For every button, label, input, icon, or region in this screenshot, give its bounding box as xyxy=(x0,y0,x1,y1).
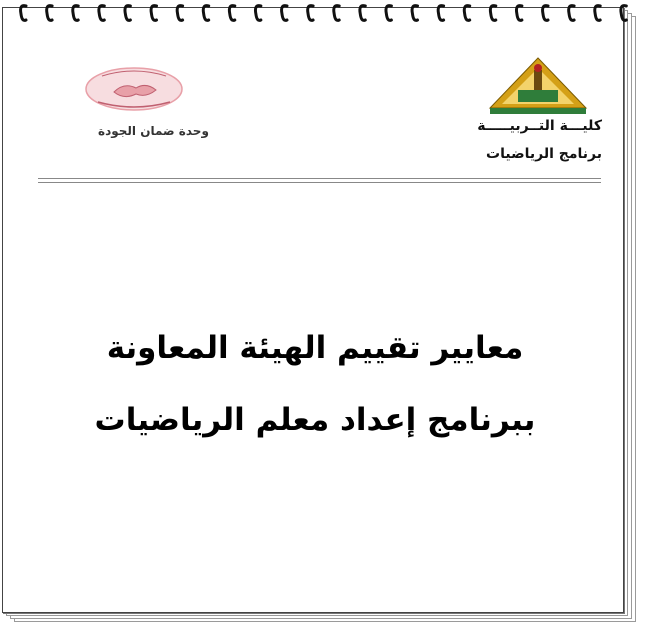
spiral-ring xyxy=(386,6,391,21)
spiral-ring xyxy=(543,6,548,21)
spiral-ring xyxy=(47,6,52,21)
spiral-ring xyxy=(412,6,417,21)
spiral-ring xyxy=(282,6,287,21)
college-name: كليـــة التــربيـــــة xyxy=(477,118,602,134)
spiral-ring xyxy=(99,6,104,21)
spiral-ring xyxy=(255,6,260,21)
spiral-ring xyxy=(595,6,600,21)
header-divider xyxy=(38,178,601,183)
spiral-ring xyxy=(21,6,26,21)
spiral-ring xyxy=(490,6,495,21)
quality-unit-name: وحدة ضمان الجودة xyxy=(98,124,209,138)
university-emblem-icon xyxy=(488,56,588,116)
spiral-ring xyxy=(569,6,574,21)
quality-assurance-handshake-icon xyxy=(84,66,184,112)
spiral-ring xyxy=(73,6,78,21)
spiral-ring xyxy=(229,6,234,21)
spiral-ring xyxy=(516,6,521,21)
spiral-ring xyxy=(438,6,443,21)
spiral-ring xyxy=(464,6,469,21)
spiral-ring xyxy=(125,6,130,21)
spiral-ring xyxy=(360,6,365,21)
spiral-binding xyxy=(0,0,646,30)
spiral-ring xyxy=(203,6,208,21)
spiral-ring xyxy=(334,6,339,21)
spiral-ring xyxy=(621,6,626,21)
document-title-line-1: معايير تقييم الهيئة المعاونة xyxy=(106,330,524,366)
spiral-ring xyxy=(177,6,182,21)
spiral-ring xyxy=(151,6,156,21)
program-name: برنامج الرياضيات xyxy=(486,146,602,162)
spiral-ring xyxy=(308,6,313,21)
document-title-line-2: ببرنامج إعداد معلم الرياضيات xyxy=(94,402,536,438)
